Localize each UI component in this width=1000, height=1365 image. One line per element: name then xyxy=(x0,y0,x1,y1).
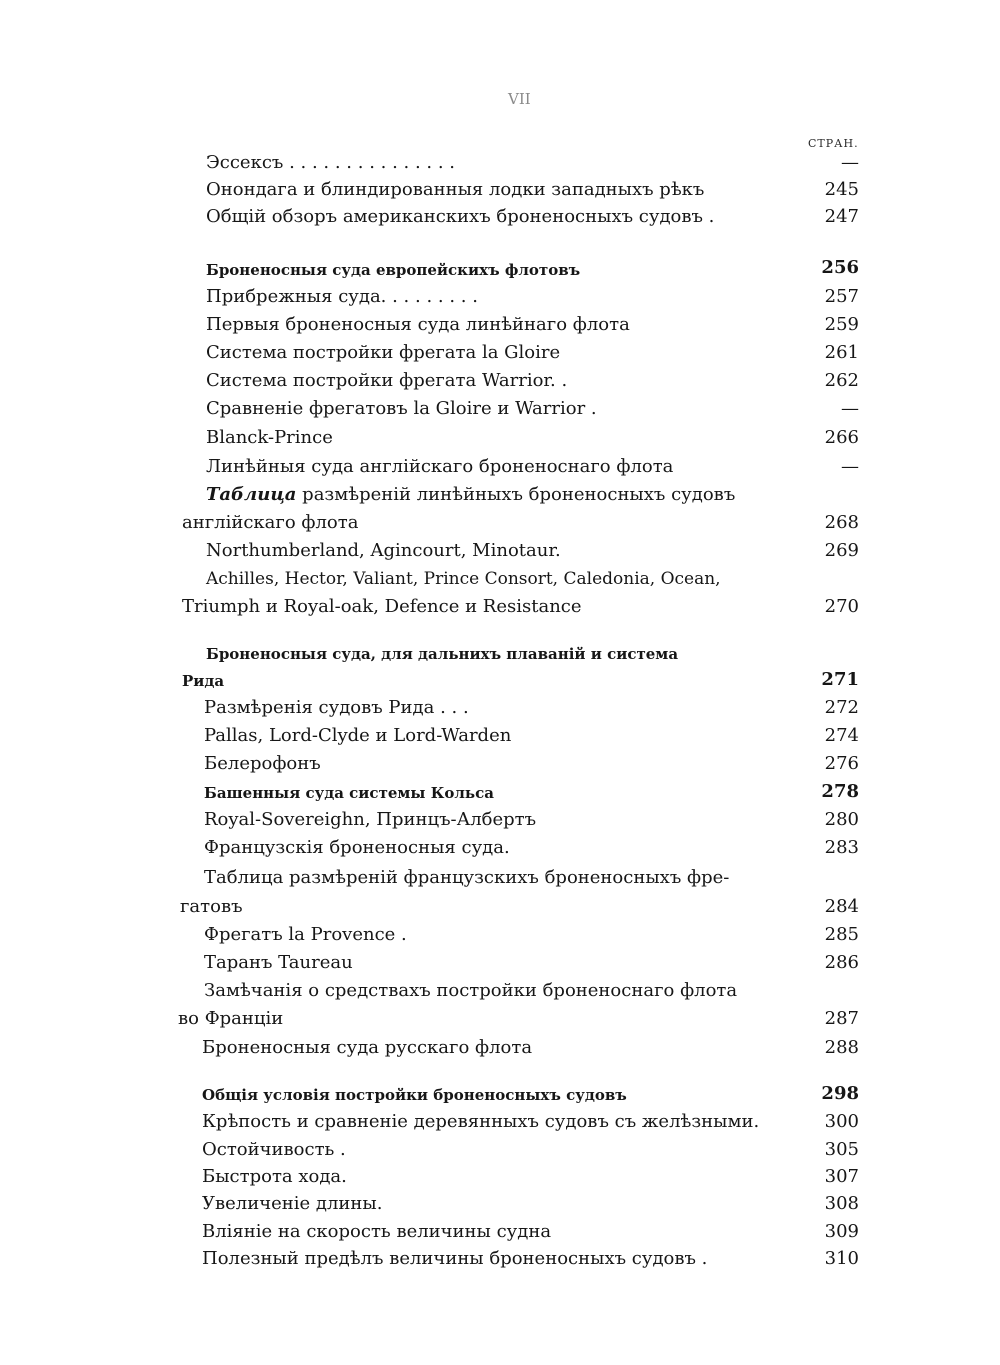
toc-entry-page: 286 xyxy=(824,952,859,973)
toc-entry-text: Первыя броненосныя суда линѣйнаго флота xyxy=(206,314,630,335)
toc-entry-text: Вліяніе на скорость величины судна xyxy=(202,1221,552,1242)
toc-entry-page: 300 xyxy=(824,1111,859,1132)
toc-entry-text: Таблица размѣреній французскихъ броненосныхъ фре- xyxy=(204,867,730,888)
toc-entry-text: Прибрежныя суда. . . . . . . . . xyxy=(206,286,478,307)
toc-entry-text: Фрегатъ la Provence . xyxy=(204,924,407,945)
toc-entry-page: 309 xyxy=(824,1221,859,1242)
toc-entry-text: Общій обзоръ американскихъ броненосныхъ судовъ . xyxy=(206,206,715,227)
toc-entry-page: 262 xyxy=(824,370,859,391)
toc-entry-text: Броненосныя суда русскаго флота xyxy=(202,1037,533,1058)
toc-entry-text: Остойчивость . xyxy=(202,1139,346,1160)
toc-entry-page: 259 xyxy=(824,314,859,335)
toc-entry-text: Triumph и Royal-oak, Defence и Resistance xyxy=(182,596,582,617)
toc-entry-page: 272 xyxy=(824,697,859,718)
toc-entry-text: Система постройки фрегата la Gloire xyxy=(206,342,561,363)
toc-entry-page: 270 xyxy=(824,596,859,617)
toc-section-heading: Броненосныя суда, для дальнихъ плаваній и система xyxy=(206,645,679,663)
toc-entry-page: — xyxy=(841,398,859,419)
toc-entry-emphasis: Таблица xyxy=(206,484,297,505)
toc-entry-page: 285 xyxy=(824,924,859,945)
toc-entry-page: 305 xyxy=(824,1139,859,1160)
toc-entry-page: 247 xyxy=(824,206,859,227)
toc-entry-page: 287 xyxy=(824,1008,859,1029)
toc-entry-page: 256 xyxy=(821,257,859,278)
toc-entry-page: 280 xyxy=(824,809,859,830)
toc-entry-page: 274 xyxy=(824,725,859,746)
toc-entry-page: 271 xyxy=(821,669,859,690)
toc-entry-text: Сравненіе фрегатовъ la Gloire и Warrior . xyxy=(206,398,597,419)
toc-entry-page: 269 xyxy=(824,540,859,561)
toc-entry-text: во Франціи xyxy=(178,1008,284,1029)
toc-entry-page: 310 xyxy=(824,1248,859,1269)
toc-entry-text: Полезный предѣлъ величины броненосныхъ судовъ . xyxy=(202,1248,708,1269)
toc-entry-page: 261 xyxy=(824,342,859,363)
toc-entry-text: Замѣчанія о средствахъ постройки броненоснаго флота xyxy=(204,980,738,1001)
toc-entry-text: Французскія броненосныя суда. xyxy=(204,837,510,858)
toc-section-heading: Общія условія постройки броненосныхъ судовъ xyxy=(202,1086,627,1104)
toc-entry-text: Таранъ Taureau xyxy=(204,952,353,973)
toc-entry-page: 284 xyxy=(824,896,859,917)
toc-entry-text: Royal-Sovereighn, Принцъ-Албертъ xyxy=(204,809,537,830)
toc-entry-page: 276 xyxy=(824,753,859,774)
toc-entry-text: Линѣйныя суда англійскаго броненоснаго флота xyxy=(206,456,674,477)
page-number: VII xyxy=(508,90,531,108)
toc-entry-page: 288 xyxy=(824,1037,859,1058)
page-column-header: СТРАН. xyxy=(808,137,859,150)
toc-entry-text: гатовъ xyxy=(180,896,243,917)
toc-entry-page: 283 xyxy=(824,837,859,858)
toc-entry-page: 308 xyxy=(824,1193,859,1214)
toc-entry-page: 298 xyxy=(821,1083,859,1104)
toc-entry-text: Размѣренія судовъ Рида . . . xyxy=(204,697,469,718)
toc-section-heading: Броненосныя суда европейскихъ флотовъ xyxy=(206,261,581,279)
toc-entry-page: 278 xyxy=(821,781,859,802)
toc-entry-text xyxy=(206,484,735,506)
toc-entry-text: Белерофонъ xyxy=(204,753,321,774)
toc-entry-page: 257 xyxy=(824,286,859,307)
toc-entry-text: Achilles, Hector, Valiant, Prince Consort, Caledonia, Ocean, xyxy=(206,569,721,589)
toc-entry-page: 268 xyxy=(824,512,859,533)
toc-entry-text: Northumberland, Agincourt, Minotaur. xyxy=(206,540,561,561)
toc-entry-page: 266 xyxy=(824,427,859,448)
toc-entry-page: — xyxy=(841,456,859,477)
toc-entry-text: Pallas, Lord-Clyde и Lord-Warden xyxy=(204,725,512,746)
toc-entry-text: Крѣпость и сравненіе деревянныхъ судовъ съ желѣзными. xyxy=(202,1111,760,1132)
toc-entry-text: Blanck-Prince xyxy=(206,427,333,448)
toc-entry-page: 307 xyxy=(824,1166,859,1187)
toc-section-heading: Рида xyxy=(182,672,225,690)
toc-section-heading: Башенныя суда системы Кольса xyxy=(204,784,494,802)
toc-entry-text: Быстрота хода. xyxy=(202,1166,347,1187)
toc-entry-page: — xyxy=(841,152,859,173)
toc-entry-text-continued: размѣреній линѣйныхъ броненосныхъ судовъ xyxy=(296,484,736,505)
toc-entry-text: Онондага и блиндированныя лодки западныхъ рѣкъ xyxy=(206,179,705,200)
toc-entry-text: англійскаго флота xyxy=(182,512,359,533)
toc-entry-text: Эссексъ . . . . . . . . . . . . . . . xyxy=(206,152,456,173)
toc-entry-text: Система постройки фрегата Warrior. . xyxy=(206,370,568,391)
toc-entry-text: Увеличеніе длины. xyxy=(202,1193,383,1214)
toc-entry-page: 245 xyxy=(824,179,859,200)
